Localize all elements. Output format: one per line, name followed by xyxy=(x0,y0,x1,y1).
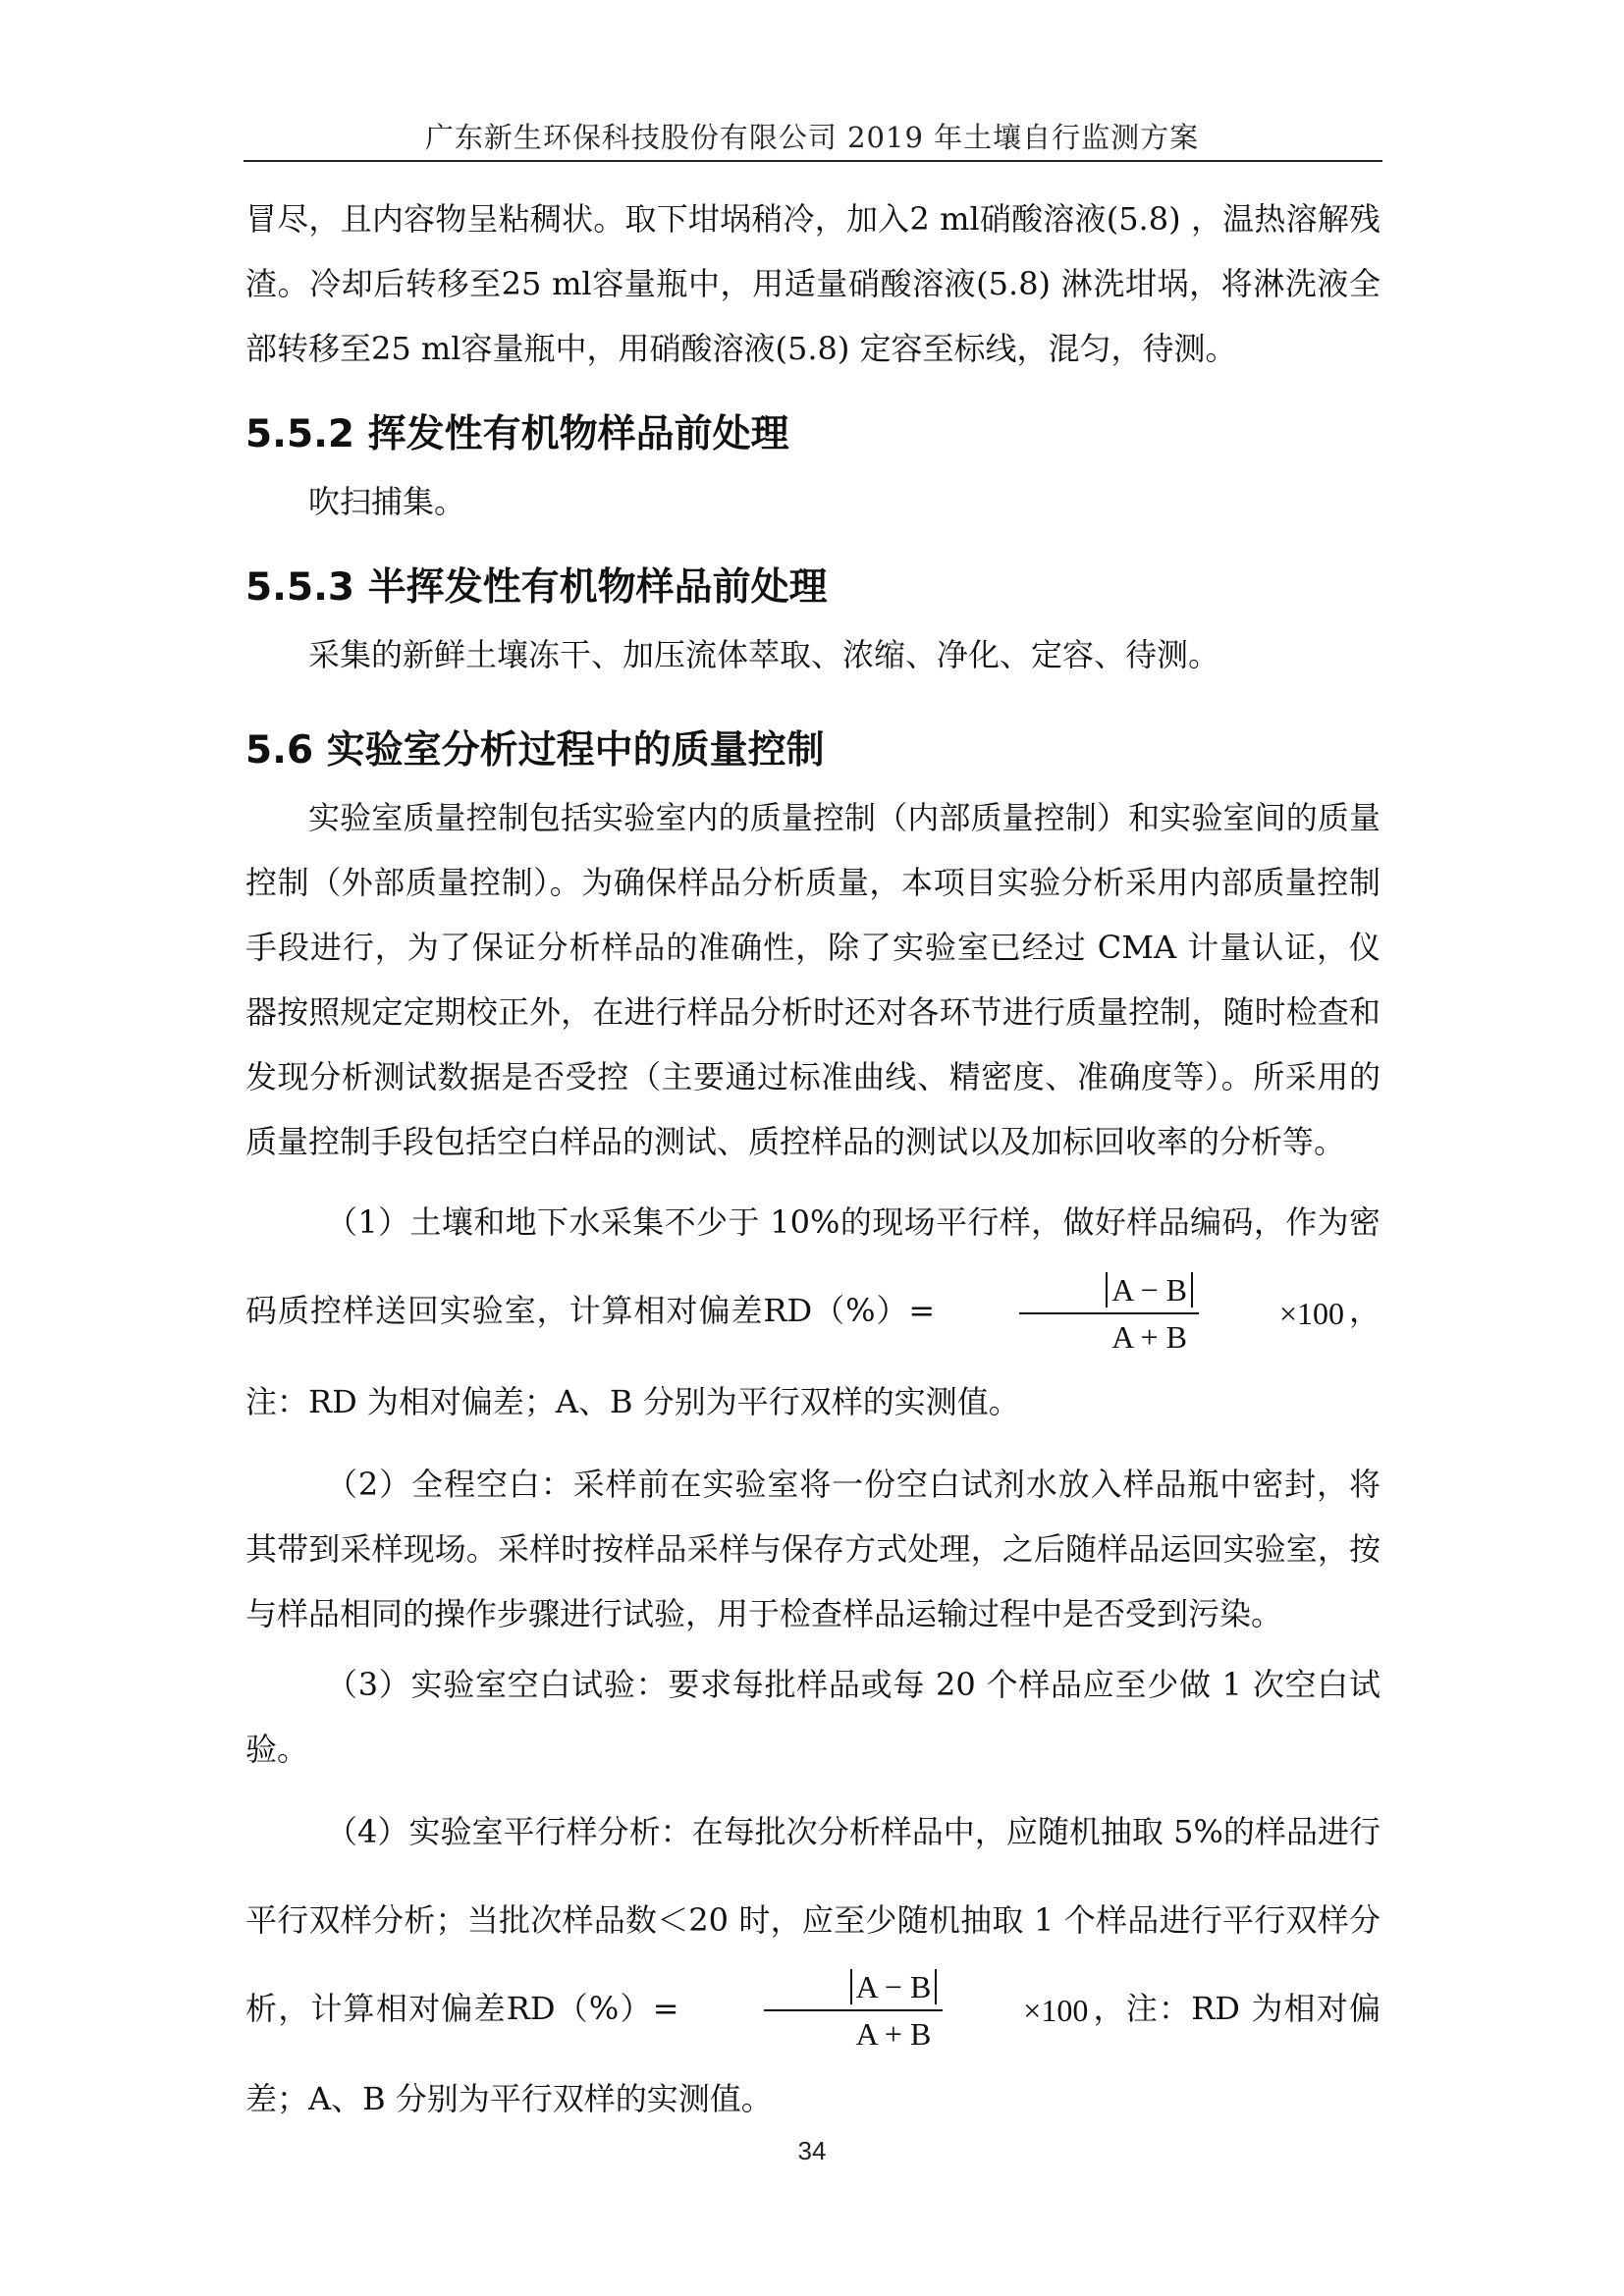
header-divider xyxy=(244,160,1382,162)
paragraph-continuation: 冒尽，且内容物呈粘稠状。取下坩埚稍冷，加入2 ml硝酸溶液(5.8) ，温热溶解残渣。冷却后转移至25 ml容量瓶中，用适量硝酸溶液(5.8) 淋洗坩埚，将淋洗液全部转移至25 ml容量瓶中，用硝酸溶液(5.8) 定容至标线，混匀，待测。 xyxy=(245,200,1380,367)
section-heading-5-5-3: 5.5.3 半挥发性有机物样品前处理 xyxy=(245,565,828,610)
paragraph-5-5-2: 吹扫捕集。 xyxy=(308,483,466,520)
formula-factor: ×100 xyxy=(1023,1993,1089,2028)
formula-factor: ×100 xyxy=(1278,1295,1345,1331)
formula-numerator: A − B xyxy=(1019,1269,1199,1310)
page-header: 广东新生环保科技股份有限公司 2019 年土壤自行监测方案 xyxy=(424,121,1200,154)
fraction-bar xyxy=(764,2009,944,2011)
formula-denominator: A + B xyxy=(1111,1318,1187,1355)
section-heading-5-5-2: 5.5.2 挥发性有机物样品前处理 xyxy=(245,412,789,456)
list-item-4 xyxy=(245,1788,1380,2144)
rd-formula-2 xyxy=(683,1966,1089,2055)
list-item-4-text-a: （4）实验室平行样分析：在每批次分析样品中，应随机抽取 5%的样品进行平行双样分析；当批次样品数＜20 时，应至少随机抽取 1 个样品进行平行双样分析，计算相对偏差RD（%）= xyxy=(245,1812,1380,2027)
list-item-1 xyxy=(245,1178,1380,1446)
paragraph-5-5-3: 采集的新鲜土壤冻干、加压流体萃取、浓缩、净化、定容、待测。 xyxy=(308,636,1220,673)
formula-denominator: A + B xyxy=(855,2016,932,2052)
page-body xyxy=(245,187,1380,2143)
rd-formula xyxy=(939,1269,1344,1358)
fraction-bar xyxy=(1019,1312,1199,1314)
list-item-4-text-b: ，注：RD 为相对偏差；A、B 分别为平行双样的实测值。 xyxy=(245,1989,1380,2117)
formula-numerator: A − B xyxy=(764,1966,944,2007)
formula-fraction xyxy=(764,1966,944,2055)
list-item-2: （2）全程空白：采样前在实验室将一份空白试剂水放入样品瓶中密封，将其带到采样现场。采样时按样品采样与保存方式处理，之后随样品运回实验室，按与样品相同的操作步骤进行试验，用于检查样品运输过程中是否受到污染。 xyxy=(245,1465,1380,1632)
formula-fraction xyxy=(1019,1269,1199,1358)
list-item-3: （3）实验室空白试验：要求每批样品或每 20 个样品应至少做 1 次空白试验。 xyxy=(245,1665,1380,1768)
page-number: 34 xyxy=(797,2136,827,2165)
list-item-1-text-a: （1）土壤和地下水采集不少于 10%的现场平行样，做好样品编码，作为密码质控样送回实验室，计算相对偏差RD（%）= xyxy=(245,1203,1380,1329)
list-item-1-text-b: ，注：RD 为相对偏差；A、B 分别为平行双样的实测值。 xyxy=(245,1292,1380,1420)
section-heading-5-6: 5.6 实验室分析过程中的质量控制 xyxy=(245,728,825,773)
paragraph-5-6: 实验室质量控制包括实验室内的质量控制（内部质量控制）和实验室间的质量控制（外部质量控制）。为确保样品分析质量，本项目实验分析采用内部质量控制手段进行，为了保证分析样品的准确性，除了实验室已经过 CMA 计量认证，仪器按照规定定期校正外，在进行样品分析时还对各环节进行质量控制，随时检查和发现分析测试数据是否受控（主要通过标准曲线、精密度、准确度等）。所采用的质量控制手段包括空白样品的测试、质控样品的测试以及加标回收率的分析等。 xyxy=(245,799,1380,1160)
